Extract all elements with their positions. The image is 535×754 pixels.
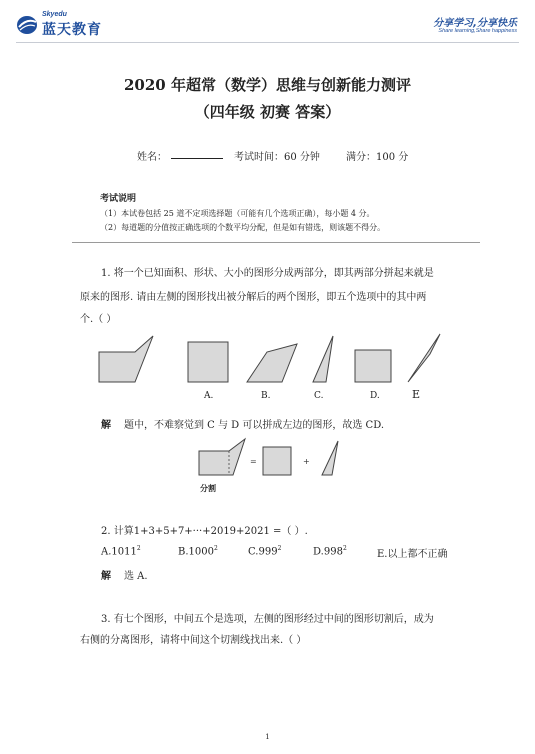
q1-stem-line1: 1. 将一个已知面积、形状、大小的图形分成两部分，即其两部分拼起来就是 xyxy=(101,268,434,279)
q1-option-b-shape xyxy=(247,344,297,382)
figure-equals-sign: = xyxy=(250,457,257,466)
notes-divider xyxy=(72,242,480,243)
q2-solution-text: 选 A. xyxy=(124,571,148,582)
score-label: 满分：100 分 xyxy=(346,152,409,163)
q2-option-a: A.1011$^2$ xyxy=(101,545,141,558)
figure-caption: 分割 xyxy=(200,484,216,493)
q1-option-label: A. xyxy=(204,391,214,401)
q1-shapes xyxy=(95,332,445,390)
q1-solution-head: 解 xyxy=(101,420,111,431)
q1-stem-line2: 原来的图形. 请由左侧的图形找出被分解后的两个图形，即五个选项中的其中两 xyxy=(80,292,427,303)
exam-title: 2020 年超常（数学）思维与创新能力测评 xyxy=(124,76,411,94)
slogan-chinese: 分享学习,分享快乐 xyxy=(433,18,517,29)
q2-solution-head: 解 xyxy=(101,571,111,582)
q1-solution-figure xyxy=(195,437,345,483)
q1-option-e-shape xyxy=(408,334,440,382)
q1-original-shape xyxy=(99,336,153,382)
page-number: 1 xyxy=(265,733,270,741)
time-label: 考试时间：60 分钟 xyxy=(234,152,320,163)
q1-option-label: D. xyxy=(370,391,380,401)
q2-option-e: E.以上都不正确 xyxy=(377,549,448,560)
header-divider xyxy=(16,42,519,43)
q1-option-label: C. xyxy=(314,391,324,401)
q2-stem: 2. 计算1+3+5+7+···+2019+2021 =（ ）. xyxy=(101,526,308,537)
q2-option-c: C.999$^2$ xyxy=(248,545,282,558)
name-blank xyxy=(171,158,223,159)
q2-option-d: D.998$^2$ xyxy=(313,545,347,558)
logo-chinese: 蓝天教育 xyxy=(42,22,102,38)
logo-english: Skyedu xyxy=(42,11,67,18)
figure-plus-sign: + xyxy=(303,457,310,466)
q1-solution-text: 题中，不难察觉到 C 与 D 可以拼成左边的图形，故选 CD. xyxy=(124,420,385,431)
q1-option-label: B. xyxy=(261,391,271,401)
q1-option-d-shape xyxy=(355,350,391,382)
notes-title: 考试说明 xyxy=(100,194,137,204)
q1-option-c-shape xyxy=(313,336,333,382)
note-item: （1）本试卷包括 25 道不定项选择题（可能有几个选项正确），每小题 4 分。 xyxy=(100,209,375,218)
q3-stem-line1: 3. 有七个图形，中间五个是选项，左侧的图形经过中间的图形切割后，成为 xyxy=(101,614,434,625)
q1-option-a-shape xyxy=(188,342,228,382)
q2-option-b: B.1000$^2$ xyxy=(178,545,218,558)
q1-stem-line3: 个.（ ） xyxy=(80,314,117,325)
q3-stem-line2: 右侧的分离图形，请将中间这个切割线找出来.（ ） xyxy=(80,635,307,646)
name-label: 姓名： xyxy=(137,152,167,163)
slogan-english: Share learning,Share happiness xyxy=(438,28,517,34)
exam-subtitle: （四年级 初赛 答案） xyxy=(194,103,341,121)
skyedu-logo-icon xyxy=(16,14,38,36)
q1-option-label: E xyxy=(412,388,421,401)
note-item: （2）每道题的分值按正确选项的个数平均分配，但是如有错选，则该题不得分。 xyxy=(100,223,386,232)
